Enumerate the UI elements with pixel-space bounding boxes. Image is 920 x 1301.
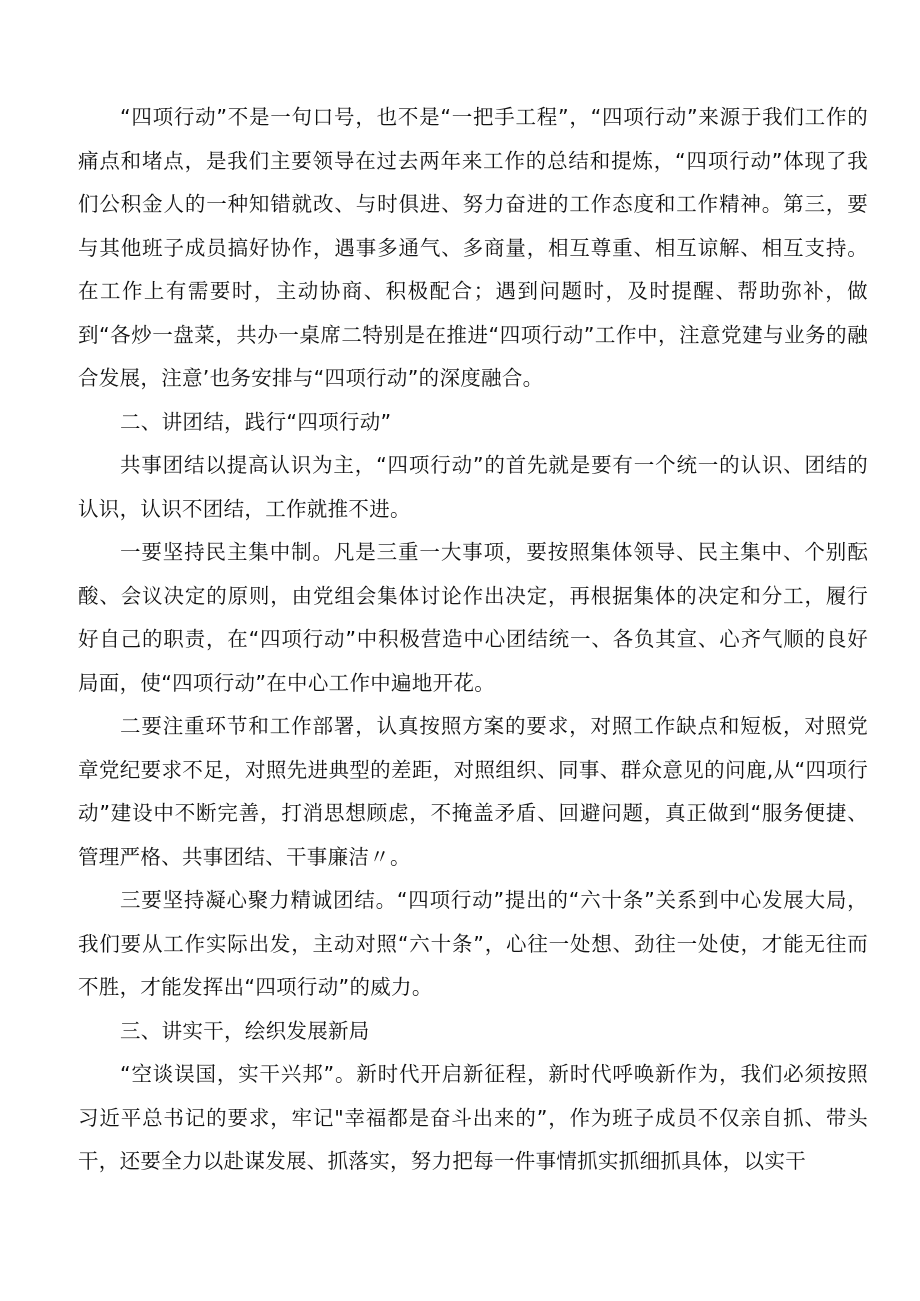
section-heading-practical-work: 三、讲实干，绘织发展新局 bbox=[120, 1018, 370, 1043]
paragraph-work-deployment: 二要注重环节和工作部署，认真按照方案的要求，对照工作缺点和短板，对照党章党纪要求不足，对照先进典型的差距，对照组织、同事、群众意见的问鹿,从“四项行动”建设中不断完善，打消思想顾虑，不掩盖矛盾、回避问题，真正做到“服务便捷、管理严格、共事团结、干事廉洁〃。 bbox=[78, 714, 868, 869]
paragraph-practical-work: “空谈误国，实干兴邦”。新时代开启新征程，新时代呼唤新作为，我们必须按照习近平总书记的要求，牢记"幸福都是奋斗出来的”，作为班子成员不仅亲自抓、带头干，还要全力以赴谋发展、抓落实，努力把每一件事情抓实抓细抓具体，以实干 bbox=[78, 1062, 868, 1173]
document-page bbox=[78, 96, 868, 1184]
paragraph-cohesion: 三要坚持凝心聚力精诚团结。“四项行动”提出的“六十条”关系到中心发展大局，我们要从工作实际出发，主动对照“六十条”，心往一处想、劲往一处使，才能无往而不胜，才能发挥出“四项行动”的威力。 bbox=[78, 888, 868, 999]
paragraph-intro: “四项行动”不是一句口号，也不是“一把手工程”，“四项行动”来源于我们工作的痛点和堵点，是我们主要领导在过去两年来工作的总结和提炼，“四项行动”体现了我们公积金人的一种知错就改、与时俱进、努力奋进的工作态度和工作精神。第三，要与其他班子成员搞好协作，遇事多通气、多商量，相互尊重、相互谅解、相互支持。在工作上有需要时，主动协商、积极配合；遇到问题时，及时提醒、帮助弥补，做到“各炒一盘菜，共办一桌席二特别是在推进“四项行动”工作中，注意党建与业务的融合发展，注意’也务安排与“四项行动”的深度融合。 bbox=[78, 105, 868, 390]
paragraph-democratic-centralism: 一要坚持民主集中制。凡是三重一大事项，要按照集体领导、民主集中、个别酝酸、会议决定的原则，由党组会集体讨论作出决定，再根据集体的决定和分工，履行好自己的职责，在“四项行动”中积极营造中心团结统一、各负其宣、心齐气顺的良好局面，使“四项行动”在中心工作中遍地开花。 bbox=[78, 540, 868, 695]
section-heading-unity: 二、讲团结，践行“四项行动” bbox=[120, 409, 392, 434]
paragraph-unity-overview: 共事团结以提高认识为主，“四项行动”的首先就是要有一个统一的认识、团结的认识，认识不团结，工作就推不进。 bbox=[78, 453, 868, 521]
